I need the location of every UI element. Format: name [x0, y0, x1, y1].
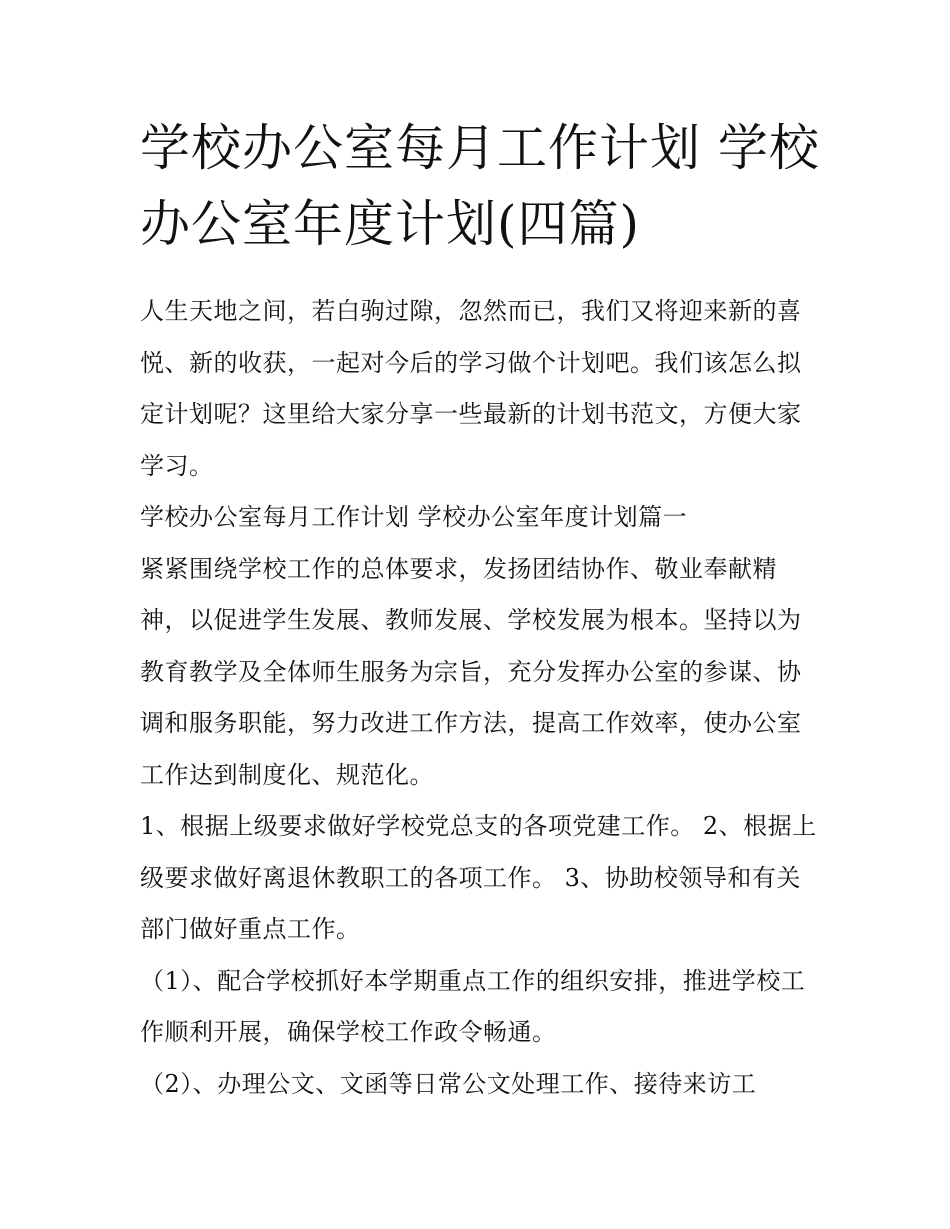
list-item-2: （2）、办理公文、文函等日常公文处理工作、接待来访工 — [140, 1069, 757, 1098]
list-item-1: （1）、配合学校抓好本学期重点工作的组织安排，推进学校工作顺利开展，确保学校工作政令畅通。 — [140, 966, 806, 1046]
document-title: 学校办公室每月工作计划 学校办公室年度计划(四篇) — [140, 119, 820, 253]
intro-paragraph: 人生天地之间，若白驹过隙，忽然而已，我们又将迎来新的喜悦、新的收获，一起对今后的学习做个计划吧。我们该怎么拟定计划呢？这里给大家分享一些最新的计划书范文，方便大家学习。 — [140, 297, 802, 480]
document-body — [140, 110, 820, 1110]
list-paragraph: 1、根据上级要求做好学校党总支的各项党建工作。 2、根据上级要求做好离退休教职工的各项工作。 3、协助校领导和有关部门做好重点工作。 — [140, 812, 817, 943]
section-heading: 学校办公室每月工作计划 学校办公室年度计划篇一 — [140, 503, 688, 531]
body-paragraph: 紧紧围绕学校工作的总体要求，发扬团结协作、敬业奉献精神，以促进学生发展、教师发展、学校发展为根本。坚持以为教育教学及全体师生服务为宗旨，充分发挥办公室的参谋、协调和服务职能，努力改进工作方法，提高工作效率，使办公室工作达到制度化、规范化。 — [140, 554, 802, 789]
